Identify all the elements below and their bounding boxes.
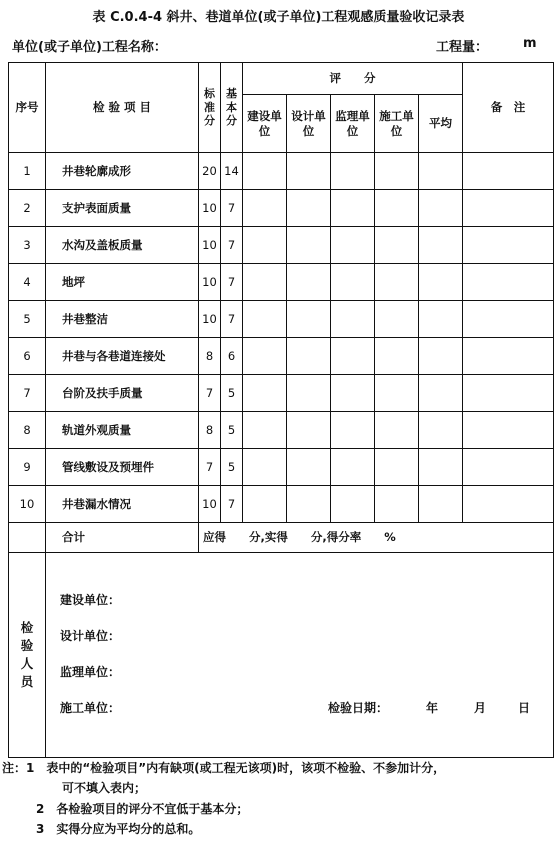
- score-cell[interactable]: [243, 264, 287, 301]
- builder-unit-field[interactable]: 施工单位：: [60, 701, 121, 715]
- row-no: 5: [9, 301, 46, 338]
- row-no: 8: [9, 412, 46, 449]
- score-cell[interactable]: [375, 190, 419, 227]
- score-cell[interactable]: [419, 153, 463, 190]
- row-no: 9: [9, 449, 46, 486]
- table-row: [9, 301, 554, 338]
- header-score-supervision: 监理单位: [331, 95, 375, 153]
- score-cell[interactable]: [419, 190, 463, 227]
- score-cell[interactable]: [375, 227, 419, 264]
- row-standard: 10: [199, 301, 221, 338]
- score-cell[interactable]: [331, 190, 375, 227]
- header-no: 序号: [9, 63, 46, 153]
- score-cell[interactable]: [331, 375, 375, 412]
- note-1-cont: 可不填入表内；: [62, 781, 147, 796]
- score-cell[interactable]: [243, 227, 287, 264]
- row-item: 支护表面质量: [46, 190, 199, 227]
- row-no: 10: [9, 486, 46, 523]
- score-cell[interactable]: [287, 227, 331, 264]
- score-cell[interactable]: [331, 412, 375, 449]
- score-cell[interactable]: [331, 227, 375, 264]
- score-cell[interactable]: [331, 338, 375, 375]
- score-cell[interactable]: [375, 264, 419, 301]
- row-item: 水沟及盖板质量: [46, 227, 199, 264]
- quantity-unit: m: [523, 36, 537, 51]
- table-row: [9, 190, 554, 227]
- row-basic: 7: [221, 301, 243, 338]
- table-row: [9, 338, 554, 375]
- score-cell[interactable]: [375, 412, 419, 449]
- inspectors-row: [9, 553, 554, 758]
- score-cell[interactable]: [375, 375, 419, 412]
- header-score-builder: 施工单位: [375, 95, 419, 153]
- header-standard: 标准分: [199, 63, 221, 153]
- date-year[interactable]: 年: [426, 701, 439, 715]
- construction-unit-field[interactable]: 建设单位：: [60, 593, 121, 607]
- score-cell[interactable]: [419, 449, 463, 486]
- score-cell[interactable]: [287, 301, 331, 338]
- row-standard: 7: [199, 449, 221, 486]
- design-unit-field[interactable]: 设计单位：: [60, 629, 121, 643]
- remarks-cell[interactable]: [463, 153, 554, 190]
- total-row: [9, 523, 554, 553]
- score-cell[interactable]: [287, 449, 331, 486]
- table-row: [9, 486, 554, 523]
- score-cell[interactable]: [419, 412, 463, 449]
- header-score: 评 分: [243, 63, 463, 95]
- form-title: 表 C.0.4-4 斜井、巷道单位(或子单位)工程观感质量验收记录表: [92, 10, 465, 25]
- score-cell[interactable]: [287, 338, 331, 375]
- row-item: 井巷与各巷道连接处: [46, 338, 199, 375]
- table-row: [9, 375, 554, 412]
- header-score-average: 平均: [419, 95, 463, 153]
- score-cell[interactable]: [243, 486, 287, 523]
- score-cell[interactable]: [375, 449, 419, 486]
- header-item: 检 验 项 目: [46, 63, 199, 153]
- remarks-cell[interactable]: [463, 264, 554, 301]
- total-text: 应得 分,实得 分,得分率 %: [199, 523, 554, 553]
- row-basic: 6: [221, 338, 243, 375]
- score-cell[interactable]: [419, 375, 463, 412]
- remarks-cell[interactable]: [463, 190, 554, 227]
- score-cell[interactable]: [287, 412, 331, 449]
- header-score-design: 设计单位: [287, 95, 331, 153]
- row-item: 轨道外观质量: [46, 412, 199, 449]
- score-cell[interactable]: [331, 486, 375, 523]
- row-no: 2: [9, 190, 46, 227]
- score-cell[interactable]: [287, 153, 331, 190]
- row-basic: 7: [221, 264, 243, 301]
- row-standard: 7: [199, 375, 221, 412]
- inspectors-label: [9, 553, 46, 758]
- date-month[interactable]: 月: [474, 701, 487, 715]
- row-item: 台阶及扶手质量: [46, 375, 199, 412]
- score-cell[interactable]: [419, 338, 463, 375]
- remarks-cell[interactable]: [463, 227, 554, 264]
- score-cell[interactable]: [419, 264, 463, 301]
- score-cell[interactable]: [243, 375, 287, 412]
- row-standard: 10: [199, 264, 221, 301]
- row-no: 1: [9, 153, 46, 190]
- row-item: 井巷整洁: [46, 301, 199, 338]
- header-basic: 基本分: [221, 63, 243, 153]
- table-row: [9, 227, 554, 264]
- remarks-cell[interactable]: [463, 375, 554, 412]
- score-cell[interactable]: [419, 486, 463, 523]
- row-no: 3: [9, 227, 46, 264]
- row-basic: 5: [221, 449, 243, 486]
- row-item: 地坪: [46, 264, 199, 301]
- row-standard: 8: [199, 338, 221, 375]
- score-cell[interactable]: [331, 449, 375, 486]
- table-row: [9, 264, 554, 301]
- header-remarks: 备 注: [463, 63, 554, 153]
- score-cell[interactable]: [243, 190, 287, 227]
- score-cell[interactable]: [375, 338, 419, 375]
- score-cell[interactable]: [243, 449, 287, 486]
- score-cell[interactable]: [375, 301, 419, 338]
- row-item: 管线敷设及预埋件: [46, 449, 199, 486]
- row-no: 4: [9, 264, 46, 301]
- score-cell[interactable]: [243, 412, 287, 449]
- note-3: 3 实得分应为平均分的总和。: [36, 822, 201, 837]
- score-cell[interactable]: [375, 153, 419, 190]
- score-cell[interactable]: [287, 190, 331, 227]
- row-basic: 7: [221, 486, 243, 523]
- row-standard: 10: [199, 227, 221, 264]
- row-basic: 5: [221, 412, 243, 449]
- score-cell[interactable]: [243, 301, 287, 338]
- total-label: 合计: [46, 523, 199, 553]
- row-item: 井巷漏水情况: [46, 486, 199, 523]
- row-no: 7: [9, 375, 46, 412]
- row-item: 井巷轮廓成形: [46, 153, 199, 190]
- score-cell[interactable]: [287, 375, 331, 412]
- row-basic: 5: [221, 375, 243, 412]
- row-standard: 20: [199, 153, 221, 190]
- score-cell[interactable]: [287, 486, 331, 523]
- remarks-cell[interactable]: [463, 301, 554, 338]
- row-no: 6: [9, 338, 46, 375]
- row-basic: 7: [221, 227, 243, 264]
- score-cell[interactable]: [419, 301, 463, 338]
- remarks-cell[interactable]: [463, 338, 554, 375]
- score-cell[interactable]: [243, 153, 287, 190]
- score-cell[interactable]: [331, 153, 375, 190]
- table-row: [9, 449, 554, 486]
- table-row: [9, 412, 554, 449]
- project-name-label: 单位(或子单位)工程名称：: [12, 40, 167, 55]
- row-basic: 14: [221, 153, 243, 190]
- row-standard: 8: [199, 412, 221, 449]
- header-score-construction: 建设单位: [243, 95, 287, 153]
- inspectors-area: [46, 553, 553, 756]
- score-cell[interactable]: [375, 486, 419, 523]
- remarks-cell[interactable]: [463, 449, 554, 486]
- row-standard: 10: [199, 190, 221, 227]
- remarks-cell[interactable]: [463, 486, 554, 523]
- score-cell[interactable]: [331, 301, 375, 338]
- row-standard: 10: [199, 486, 221, 523]
- table-row: [9, 153, 554, 190]
- score-cell[interactable]: [419, 227, 463, 264]
- score-cell[interactable]: [243, 338, 287, 375]
- note-2: 2 各检验项目的评分不宜低于基本分；: [36, 801, 249, 816]
- inspectors-label-text: 检验人员: [20, 619, 34, 690]
- date-day[interactable]: 日: [518, 701, 531, 715]
- date-label: 检验日期：: [328, 701, 389, 715]
- supervision-unit-field[interactable]: 监理单位：: [60, 665, 121, 679]
- score-cell[interactable]: [331, 264, 375, 301]
- note-1: 注：1 表中的“检验项目”内有缺项(或工程无该项)时，该项不检验、不参加计分，: [2, 761, 446, 775]
- score-cell[interactable]: [287, 264, 331, 301]
- row-basic: 7: [221, 190, 243, 227]
- notes: [2, 758, 551, 840]
- acceptance-table: [8, 62, 554, 758]
- remarks-cell[interactable]: [463, 412, 554, 449]
- quantity-label: 工程量：: [436, 40, 489, 55]
